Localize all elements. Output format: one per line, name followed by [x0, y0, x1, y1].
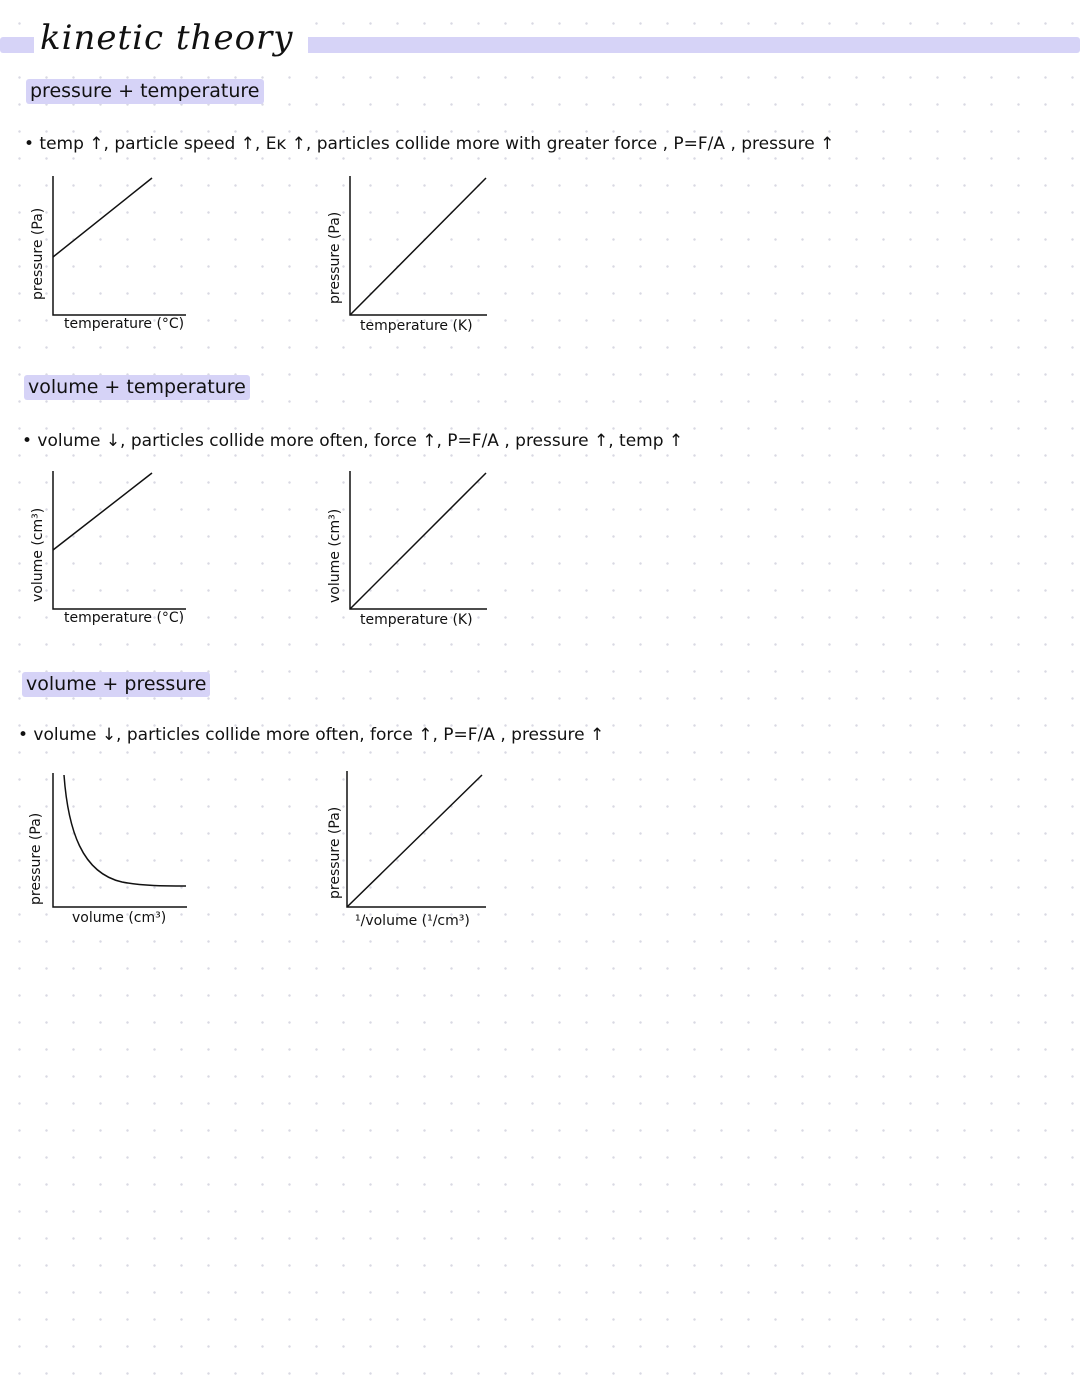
graph-volume-vs-temperature-celsius [0, 455, 300, 635]
graph-line-origin [350, 178, 486, 315]
graph-line-intercept [53, 178, 152, 257]
graph-pressure-vs-temperature-kelvin [300, 160, 540, 340]
graph-xlabel: temperature (°C) [64, 610, 185, 626]
graph-line-intercept [53, 473, 152, 550]
graph-ylabel: pressure (Pa) [327, 211, 343, 304]
graph-volume-vs-temperature-kelvin [300, 455, 540, 635]
graph-line-origin [347, 775, 482, 907]
graph-axes [53, 176, 186, 315]
graph-line-origin [350, 473, 486, 609]
section-bullet-pressure-temperature: • temp ↑, particle speed ↑, Eĸ ↑, particles collide more with greater force , P=F/A , pressure ↑ [24, 134, 835, 154]
section-heading-volume-pressure: volume + pressure [22, 672, 210, 697]
graph-ylabel: pressure (Pa) [28, 812, 44, 905]
graph-axes [53, 471, 186, 609]
page-title: kinetic theory [34, 18, 308, 58]
graph-ylabel: volume (cm³) [327, 508, 343, 603]
graph-xlabel: temperature (K) [360, 612, 473, 628]
section-heading-volume-temperature: volume + temperature [24, 375, 250, 400]
graph-ylabel: volume (cm³) [30, 507, 46, 602]
graph-pressure-vs-volume [0, 755, 300, 935]
graph-xlabel: ¹/volume (¹/cm³) [355, 913, 470, 929]
graph-ylabel: pressure (Pa) [327, 806, 343, 899]
section-bullet-volume-pressure: • volume ↓, particles collide more often, force ↑, P=F/A , pressure ↑ [18, 725, 605, 745]
graph-xlabel: volume (cm³) [72, 910, 167, 926]
graph-xlabel: temperature (°C) [64, 316, 185, 332]
graph-axes [53, 773, 187, 907]
section-heading-pressure-temperature: pressure + temperature [26, 79, 264, 104]
graph-pressure-vs-inverse-volume [300, 755, 540, 945]
graph-xlabel: temperature (K) [360, 318, 473, 334]
graph-ylabel: pressure (Pa) [30, 207, 46, 300]
section-bullet-volume-temperature: • volume ↓, particles collide more often, force ↑, P=F/A , pressure ↑, temp ↑ [22, 431, 684, 451]
graph-inverse-curve [64, 775, 186, 886]
